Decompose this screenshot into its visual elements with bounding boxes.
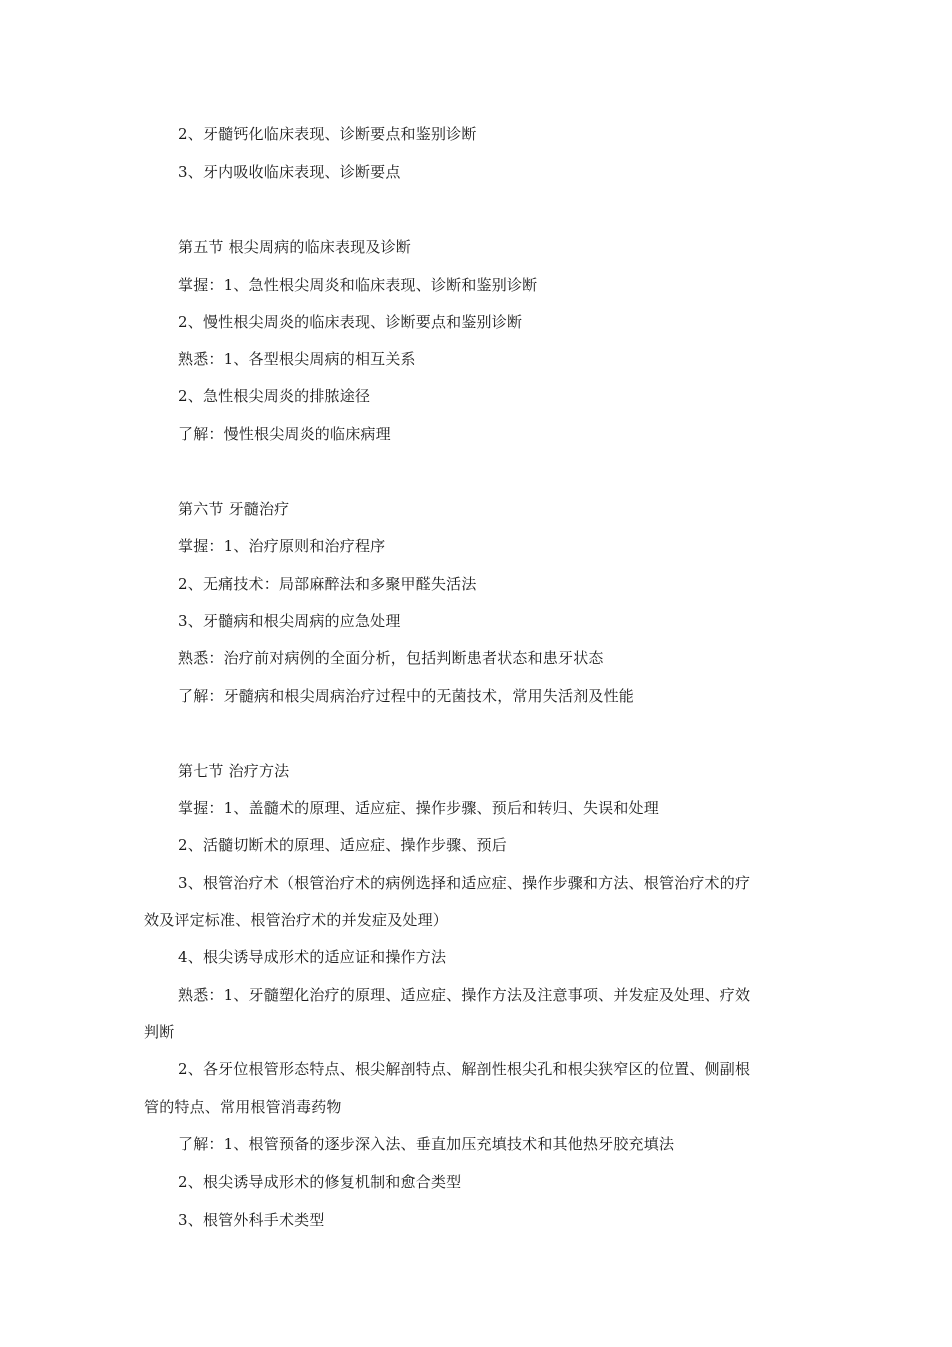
text-line: 4、根尖诱导成形术的适应证和操作方法 <box>178 948 447 966</box>
text-line: 3、牙髓病和根尖周病的应急处理 <box>178 612 401 630</box>
text-line: 掌握：1、盖髓术的原理、适应症、操作步骤、预后和转归、失误和处理 <box>178 799 659 817</box>
text-line: 2、慢性根尖周炎的临床表现、诊断要点和鉴别诊断 <box>178 313 523 331</box>
text-line: 了解：牙髓病和根尖周病治疗过程中的无菌技术，常用失活剂及性能 <box>178 687 635 705</box>
text-line: 3、牙内吸收临床表现、诊断要点 <box>178 163 401 181</box>
section-heading: 第六节 牙髓治疗 <box>178 500 290 518</box>
text-line-continuation: 效及评定标准、根管治疗术的并发症及处理） <box>144 911 449 929</box>
text-line: 2、无痛技术：局部麻醉法和多聚甲醛失活法 <box>178 575 477 593</box>
section-heading: 第五节 根尖周病的临床表现及诊断 <box>178 238 411 256</box>
text-line: 2、急性根尖周炎的排脓途径 <box>178 387 371 405</box>
text-line: 2、牙髓钙化临床表现、诊断要点和鉴别诊断 <box>178 125 477 143</box>
text-line: 了解：1、根管预备的逐步深入法、垂直加压充填技术和其他热牙胶充填法 <box>178 1135 675 1153</box>
text-line: 2、各牙位根管形态特点、根尖解剖特点、解剖性根尖孔和根尖狭窄区的位置、侧副根 <box>178 1060 751 1078</box>
text-line: 3、根管外科手术类型 <box>178 1211 325 1229</box>
text-line: 熟悉：1、各型根尖周病的相互关系 <box>178 350 416 368</box>
text-line: 熟悉：治疗前对病例的全面分析，包括判断患者状态和患牙状态 <box>178 649 604 667</box>
text-line: 3、根管治疗术（根管治疗术的病例选择和适应症、操作步骤和方法、根管治疗术的疗 <box>178 874 751 892</box>
text-line: 2、活髓切断术的原理、适应症、操作步骤、预后 <box>178 836 507 854</box>
text-line: 掌握：1、治疗原则和治疗程序 <box>178 537 386 555</box>
text-line: 了解：慢性根尖周炎的临床病理 <box>178 425 391 443</box>
text-line-continuation: 判断 <box>144 1023 175 1041</box>
text-line-continuation: 管的特点、常用根管消毒药物 <box>144 1098 342 1116</box>
text-line: 熟悉：1、牙髓塑化治疗的原理、适应症、操作方法及注意事项、并发症及处理、疗效 <box>178 986 751 1004</box>
text-line: 掌握：1、急性根尖周炎和临床表现、诊断和鉴别诊断 <box>178 276 538 294</box>
section-heading: 第七节 治疗方法 <box>178 762 290 780</box>
text-line: 2、根尖诱导成形术的修复机制和愈合类型 <box>178 1173 462 1191</box>
